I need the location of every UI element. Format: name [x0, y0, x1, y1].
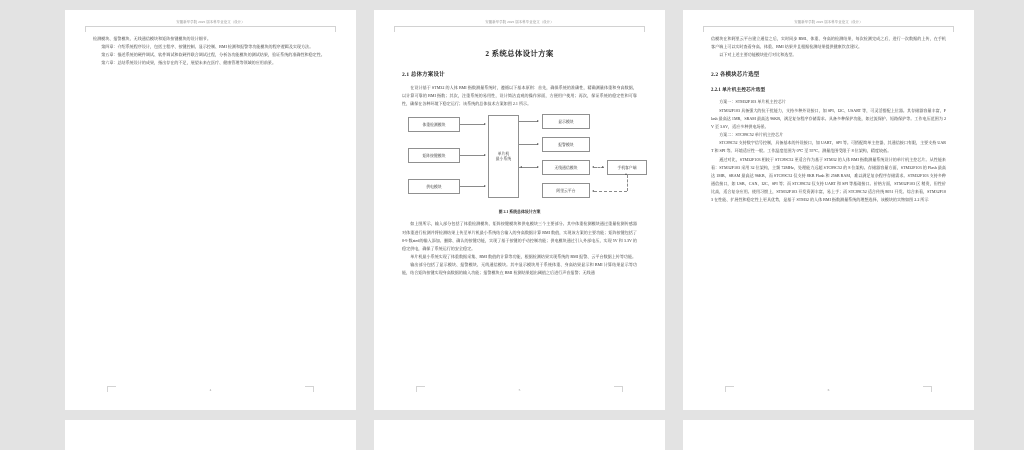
diagram-arrow-phone-cloud: [625, 173, 627, 175]
document-page-next-right[interactable]: [683, 420, 974, 450]
diagram-arrow-weight-mcu: [484, 123, 486, 125]
diagram-block-mcu-line1: 单片机: [497, 152, 510, 157]
document-page-right[interactable]: [683, 10, 974, 410]
diagram-arrow-cloud-wireless: [592, 166, 594, 168]
paragraph: 输出部分包括了显示模块、报警模块、无线通信模块。其中显示模块用于系统体重、身高结果显示和 BMI 计算结果显示等功能，结合矩阵按键实现身高数据的输入功能；报警模块在 BMI 检测结果超出阈值之后进行声音报警；无线通: [402, 262, 637, 276]
page-number: 4: [209, 388, 212, 392]
page-middle-content: [390, 10, 649, 410]
paragraph: 第六章：总结系统设计的成果，指出存在的不足，展望未来在医疗、健康管理等领域的应用前景。: [101, 60, 277, 66]
diagram-block-power[interactable]: 供电模块: [408, 179, 460, 194]
diagram-block-display[interactable]: 显示模块: [542, 114, 590, 129]
paragraph: 方案二：STC89C52 单片机主控芯片: [719, 132, 784, 138]
page-left-body: [81, 31, 340, 68]
diagram-arrow-mcu-display: [537, 120, 539, 122]
page-right-content: [699, 10, 958, 410]
header-rule: [390, 26, 649, 31]
paragraph: 第五章：描述系统的硬件调试、软件调试和软硬件联合调试过程，分析各功能模块的测试结果，验证系统的准确性和稳定性。: [101, 52, 325, 58]
system-block-diagram: [402, 111, 651, 207]
section-title: 2.2 各模块芯片选型: [711, 72, 760, 79]
diagram-block-weight[interactable]: 体重检测模块: [408, 117, 460, 132]
diagram-block-keypad[interactable]: 矩阵按键模块: [408, 148, 460, 163]
running-header: 安徽新华学院 2025 届本科毕业论文（设计）: [176, 20, 245, 24]
page-footer: [95, 388, 326, 398]
diagram-block-mcu[interactable]: [488, 115, 519, 198]
subsection-title: 2.2.1 单片机主控芯片选型: [711, 88, 766, 94]
section-title: 2.1 总体方案设计: [402, 72, 445, 78]
diagram-arrow-mcu-alarm: [537, 143, 539, 145]
diagram-block-wireless[interactable]: 无线通信模块: [542, 160, 590, 175]
diagram-arrow-keypad-mcu: [484, 154, 486, 156]
running-header: 安徽新华学院 2025 届本科毕业论文（设计）: [485, 20, 554, 24]
diagram-arrow-cloud-phone: [592, 190, 594, 192]
diagram-arrow-wireless-cloud: [602, 166, 604, 168]
diagram-arrow-power-mcu: [484, 185, 486, 187]
page-number: 6: [827, 388, 830, 392]
diagram-block-mcu-line2: 最小系统: [495, 156, 512, 161]
diagram-dashline-cloud-down: [627, 175, 628, 191]
diagram-line-mcu-display: [519, 121, 538, 122]
chapter-title: 2 系统总体设计方案: [485, 49, 554, 58]
paragraph: 以下对上述主要功能模块进行对比和选型。: [719, 52, 797, 58]
page-middle-body: [390, 31, 649, 278]
document-page-next-left[interactable]: [65, 420, 356, 450]
diagram-block-phone[interactable]: 阿里云平台: [542, 183, 590, 198]
figure-caption: 图 2.1 系统总体设计方案: [498, 210, 541, 215]
running-header: 安徽新华学院 2025 届本科毕业论文（设计）: [794, 20, 863, 24]
diagram-block-alarm[interactable]: 报警模块: [542, 137, 590, 152]
paragraph: 信模块在和阿里云平台建立通信之后，实时同步 BMI、体重、身高的检测结果，每次检测完成之后，进行一次数据的上传，在手机客户端上可以实时查看身高、体重、BMI 结果并且根据检测结果提供健康饮食建议。: [711, 36, 946, 50]
page-left-content: [81, 10, 340, 410]
paragraph: 如上图所示，输入部分包括了体重检测模块、矩阵按键模块和供电模块三个主要部分。其中体重检测模块通过重量检测传感器对体重进行检测并将检测结果上传至单片机最小系统结合输入的身高数据计算 BMI 数值，实现该方案的主要功能；矩阵按键包括了 0-9 数ated的输入添加、删除、确认的按键功能，实现了基于按键的手动控制功能；供电模块通过引入外部电压，实现 5V 和 3.3V 的稳定供电，确保了系统运行的安全稳定。: [402, 221, 637, 251]
diagram-line-keypad-mcu: [460, 155, 485, 156]
diagram-line-mcu-alarm: [519, 144, 538, 145]
paragraph: 第四章：介绍系统程序设计，包括主程序、按键控制、显示控制、BMI 检测和报警等功能模块的程序逻辑及实现方法。: [101, 44, 314, 50]
document-page-left[interactable]: [65, 10, 356, 410]
header-rule: [81, 26, 340, 31]
diagram-block-cloud[interactable]: 手机客户端: [607, 160, 647, 175]
paragraph: 单片机最小系统实现了体重数据采集、BMI 数值的计算等功能，根据检测结果实现系统的 BMI 报警、云平台数据上传等功能。: [410, 254, 637, 260]
paragraph: 方案一：STM32F103 单片机主控芯片: [719, 99, 786, 105]
diagram-arrow-wireless-mcu: [520, 166, 522, 168]
paragraph: 检测模块、报警模块、无线通信模块和矩阵按键模块的设计细节。: [93, 36, 211, 41]
diagram-arrow-mcu-wireless: [537, 166, 539, 168]
page-footer: [404, 388, 635, 398]
diagram-line-power-mcu: [460, 186, 485, 187]
header-rule: [699, 26, 958, 31]
document-page-middle[interactable]: [374, 10, 665, 410]
diagram-dashline-cloud-phone: [594, 191, 627, 192]
page-footer: [713, 388, 944, 398]
paragraph: STM32F103 具备强大的抗干扰能力，支持多种外设接口，如 SPI、I2C、USART 等，可灵活搭配上位器。其存储器容量丰富，Flash 最高达 1MB，SRAM 最高达 96KB，满足复杂程序存储需求。具备多种保护功能，如过流保护、短路保护等。工作电压范围为 2V 至 3.6V，适应多种供电场景。: [711, 107, 946, 129]
diagram-line-weight-mcu: [460, 124, 485, 125]
paragraph: 在设计基于 STM32 的人体 BMI 指数测量系统时，遵循以下基本原则：首先，确保系统的准确性，精确测量体重和身高数据，以计算可靠的 BMI 指数；其次，注重系统的易用性，设计简洁直观的操作界面，方便用户使用；再次，保证系统的稳定性和可靠性，确保在各种环境下稳定运行；该系统的总体技术方案如图 2.1 所示。: [402, 85, 637, 107]
page-right-body: [699, 31, 958, 205]
paragraph: 通过对比，STM32F103 相较于 STC89C52 更适合作为基于 STM32 的人体 BMI 指数测量系统设计的单片机主控芯片。从性能来看：STM32F103 采用 32 位架构，主频 72MHz，处理能力远超 STC89C52 的 8 位架构。存储器容量方面，STM32F103 的 Flash 最高达 1MB、SRAM 最高达 96KB，而 STC89C52 仅支持 8KB Flash 和 256B RAM，难以满足复杂程序存储需求。STM32F103 支持多种通信接口，如 USB、CAN、I2C、SPI 等；而 STC89C52 仅支持 UART 和 SPI 等基础接口。价格方面，STM32F103 区 稍贵，但性价比高，适合复杂应用。使用习惯上，STM32F103 开发资源丰富，易上手；而 STC89C52 适合传统 8051 开发。综合来看，STM32F103 在性能、扩展性和稳定性上更具优势，是基于 STM32 的人体 BMI 指数测量系统的理想选择，该模块的实物如图 2.2 所示: [711, 156, 946, 203]
paragraph: STC89C52 支持数字信号控制，具备基本的外设接口，如 UART、SPI 等。可搭配简单主控器，其通信接口有限，主要支持 UART 和 SPI 等。环境适应性一般。工作温度范围为 0℃ 至 55℃。测量范围受限于 8 位架构，精度较低。: [711, 140, 946, 154]
page-number: 5: [518, 388, 521, 392]
document-page-next-middle[interactable]: [374, 420, 665, 450]
